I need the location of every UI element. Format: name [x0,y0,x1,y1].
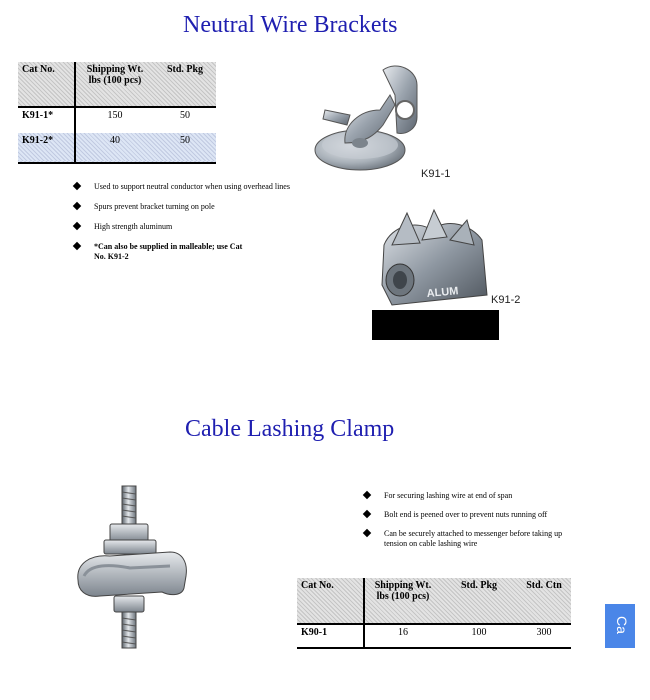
cell-std-pkg: 50 [180,135,190,146]
photo-label-k91-1: K91-1 [421,168,451,180]
svg-text:ALUM: ALUM [426,285,459,300]
list-item: For securing lashing wire at end of span [362,491,582,501]
photo-label-k91-2: K91-2 [491,294,521,306]
cell-cat-no: K91-1* [22,110,54,121]
cell-shipping-wt: 40 [75,133,154,163]
feature-list-neutral-brackets [72,182,322,262]
spec-table-k90 [297,578,571,649]
table-header-row [18,62,216,107]
cable-lashing-clamp-image [70,484,200,652]
table-row [18,133,216,163]
table-header-row [297,578,571,624]
bullet-diamond-icon [363,491,371,499]
header-cat-no: Cat No. [22,64,55,75]
bullet-diamond-icon [73,222,81,230]
section-title-cable-lashing-clamp: Cable Lashing Clamp [185,416,395,442]
cell-cat-no: K90-1 [301,627,328,638]
list-item: Bolt end is peened over to prevent nuts running off [362,510,582,520]
list-item: High strength aluminum [72,222,322,232]
header-cat-no: Cat No. [301,580,334,591]
cell-shipping-wt: 150 [75,107,154,133]
list-item: Spurs prevent bracket turning on pole [72,202,322,212]
bullet-diamond-icon [363,510,371,518]
list-item: *Can also be supplied in malleable; use Cat No. K91-2 [72,242,244,262]
header-std-pkg: Std. Pkg [460,580,498,591]
cell-cat-no: K91-2* [22,135,54,146]
spec-table-k91 [18,62,216,164]
header-std-pkg: Std. Pkg [166,64,204,75]
list-item: Can be securely attached to messenger before taking up tension on cable lashing wire [362,529,582,549]
bullet-diamond-icon [73,182,81,190]
list-item: Used to support neutral conductor when using overhead lines [72,182,322,192]
side-edge-tab-label: Ca [613,616,630,634]
photo-base-black-bar [372,310,499,340]
section-title-neutral-wire-brackets: Neutral Wire Brackets [183,12,398,38]
bullet-diamond-icon [73,242,81,250]
k91-1-bracket-image [305,55,435,180]
bullet-diamond-icon [363,529,371,537]
table-row [18,107,216,133]
bullet-diamond-icon [73,202,81,210]
cell-shipping-wt: 16 [364,624,441,648]
side-edge-tab[interactable] [605,604,635,648]
header-shipping-wt: Shipping Wt. lbs (100 pcs) [75,62,154,107]
k91-2-bracket-image [372,205,497,315]
table-row [297,624,571,648]
cell-std-pkg: 100 [471,627,487,638]
header-shipping-wt: Shipping Wt. lbs (100 pcs) [364,578,441,624]
feature-list-lashing-clamp [362,491,582,549]
cell-std-pkg: 50 [180,110,190,121]
cell-std-ctn: 300 [536,627,552,638]
header-std-ctn: Std. Ctn [526,580,562,591]
